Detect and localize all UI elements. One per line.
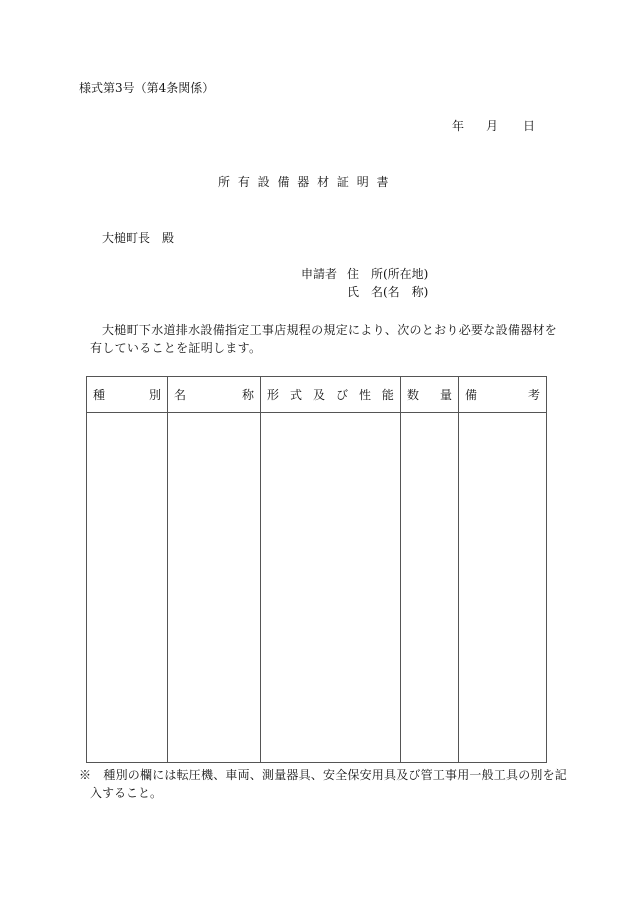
header-char: 備: [465, 388, 478, 402]
equipment-table: [86, 376, 547, 763]
cell-type[interactable]: [87, 413, 168, 763]
date-year: 年: [452, 119, 465, 133]
cell-quantity[interactable]: [401, 413, 459, 763]
document-title: 所 有 設 備 器 材 証 明 書: [218, 175, 389, 189]
applicant-label: 申請者: [301, 267, 338, 281]
header-model-performance: [261, 377, 401, 413]
form-number: 様式第3号（第4条関係）: [79, 81, 215, 95]
header-char: 種: [93, 388, 106, 402]
header-char: 形: [267, 388, 280, 402]
applicant-address-label: 住 所(所在地): [347, 267, 429, 281]
body-text-line2: 有していることを証明します。: [90, 341, 262, 355]
header-char: 称: [241, 388, 254, 402]
header-char: 式: [289, 388, 302, 402]
header-char: び: [335, 388, 348, 402]
header-remarks: [459, 377, 547, 413]
applicant-name-label: 氏 名(名 称): [347, 285, 429, 299]
header-char: 数: [407, 388, 420, 402]
header-name: [168, 377, 261, 413]
date-month: 月: [486, 119, 499, 133]
header-quantity: [401, 377, 459, 413]
cell-remarks[interactable]: [459, 413, 547, 763]
header-char: 能: [381, 388, 394, 402]
header-char: 量: [439, 388, 452, 402]
note-line1: ※ 種別の欄には転圧機、車両、測量器具、安全保安用具及び管工事用一般工具の別を記: [79, 768, 568, 782]
header-char: 及: [312, 388, 325, 402]
cell-model-performance[interactable]: [261, 413, 401, 763]
table-row: [87, 413, 547, 763]
note-line2: 入すること。: [90, 786, 163, 800]
date-day: 日: [523, 119, 536, 133]
header-char: 性: [358, 388, 371, 402]
header-type: [87, 377, 168, 413]
cell-name[interactable]: [168, 413, 261, 763]
header-char: 別: [148, 388, 161, 402]
header-char: 名: [174, 388, 187, 402]
header-char: 考: [527, 388, 540, 402]
table-header-row: [87, 377, 547, 413]
addressee: 大槌町長 殿: [102, 231, 175, 245]
body-text-line1: 大槌町下水道排水設備指定工事店規程の規定により、次のとおり必要な設備器材を: [102, 323, 558, 337]
